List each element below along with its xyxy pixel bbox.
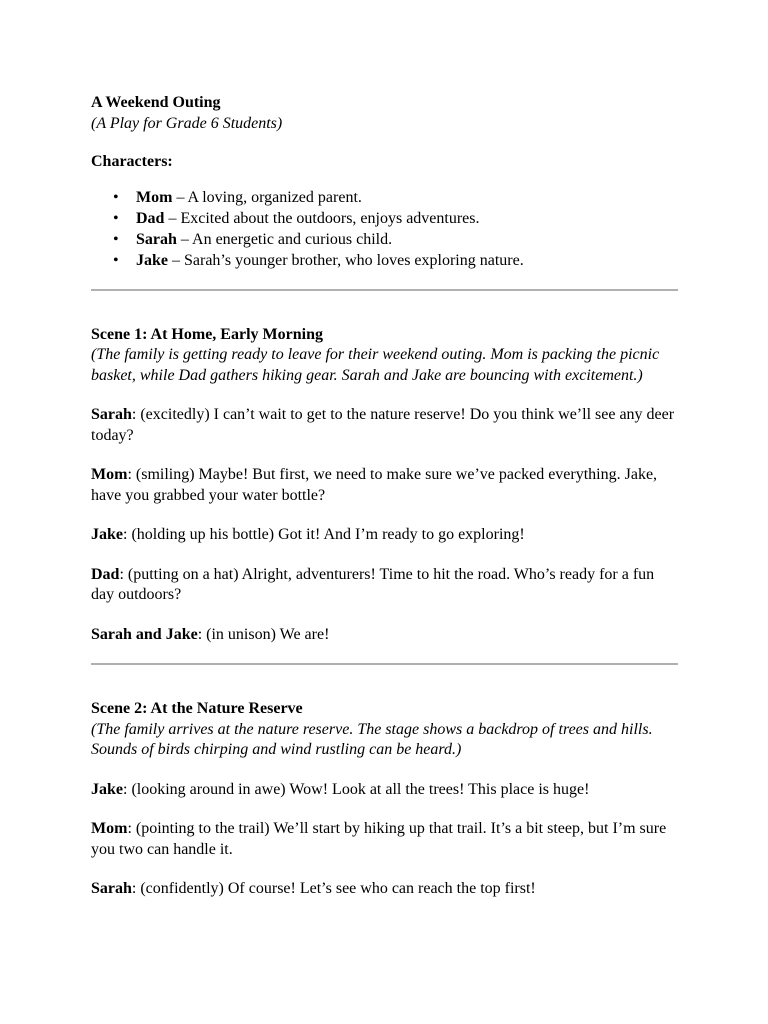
character-desc: – An energetic and curious child. bbox=[176, 230, 393, 248]
section-divider bbox=[91, 289, 678, 291]
dialogue-text: : (smiling) Maybe! But first, we need to make sure we’ve packed everything. Jake, have you grabbed your water bottle? bbox=[91, 466, 658, 504]
character-name: Sarah bbox=[136, 230, 177, 248]
scene-1-direction: (The family is getting ready to leave for their weekend outing. Mom is packing the picnic basket, while Dad gathers hiking gear. Sarah and Jake are bouncing with excitement.) bbox=[91, 346, 660, 384]
character-desc: – A loving, organized parent. bbox=[172, 188, 362, 206]
dialogue-line bbox=[91, 625, 678, 646]
characters-heading: Characters: bbox=[91, 153, 173, 170]
speaker-name: Mom bbox=[91, 820, 128, 837]
speaker-name: Sarah bbox=[91, 880, 132, 897]
dialogue-text: : (excitedly) I can’t wait to get to the nature reserve! Do you think we’ll see any deer today? bbox=[91, 406, 675, 444]
speaker-name: Jake bbox=[91, 780, 123, 798]
dialogue-line bbox=[91, 465, 678, 506]
scene-2-title: Scene 2: At the Nature Reserve bbox=[91, 700, 303, 717]
character-item-mom bbox=[113, 187, 678, 208]
speaker-name: Sarah bbox=[91, 406, 132, 423]
dialogue-text: : (pointing to the trail) We’ll start by hiking up that trail. It’s a bit steep, but I’m sure you two can handle it. bbox=[91, 820, 667, 858]
dialogue-line bbox=[91, 780, 678, 801]
bullet-icon: • bbox=[113, 188, 119, 206]
characters-list bbox=[91, 187, 678, 271]
character-item-dad bbox=[113, 208, 678, 229]
character-name: Dad bbox=[136, 209, 165, 227]
speaker-name: Dad bbox=[91, 565, 120, 583]
speaker-name: Sarah and Jake bbox=[91, 625, 198, 643]
dialogue-line bbox=[91, 405, 678, 446]
dialogue-line bbox=[91, 879, 678, 900]
character-item-sarah bbox=[113, 229, 678, 250]
dialogue-text: : (in unison) We are! bbox=[197, 625, 330, 643]
dialogue-line bbox=[91, 525, 678, 546]
dialogue-text: : (confidently) Of course! Let’s see who can reach the top first! bbox=[131, 880, 536, 897]
speaker-name: Jake bbox=[91, 526, 123, 543]
scene-1-title: Scene 1: At Home, Early Morning bbox=[91, 325, 323, 343]
character-desc: – Excited about the outdoors, enjoys adventures. bbox=[164, 209, 480, 227]
character-name: Mom bbox=[136, 188, 173, 206]
play-title: A Weekend Outing bbox=[91, 94, 221, 111]
dialogue-text: : (holding up his bottle) Got it! And I’m ready to go exploring! bbox=[123, 526, 525, 543]
dialogue-line bbox=[91, 565, 678, 606]
character-desc: – Sarah’s younger brother, who loves exploring nature. bbox=[168, 251, 524, 269]
play-subtitle: (A Play for Grade 6 Students) bbox=[91, 114, 283, 132]
bullet-icon: • bbox=[113, 251, 119, 269]
dialogue-text: : (putting on a hat) Alright, adventurers! Time to hit the road. Who’s ready for a fun day outdoors? bbox=[91, 565, 655, 603]
bullet-icon: • bbox=[113, 209, 119, 227]
dialogue-text: : (looking around in awe) Wow! Look at all the trees! This place is huge! bbox=[123, 780, 590, 798]
character-item-jake bbox=[113, 250, 678, 271]
speaker-name: Mom bbox=[91, 466, 128, 483]
scene-2-direction: (The family arrives at the nature reserve. The stage shows a backdrop of trees and hills. Sounds of birds chirping and wind rustling can be heard.) bbox=[91, 720, 653, 758]
dialogue-line bbox=[91, 819, 678, 860]
bullet-icon: • bbox=[113, 230, 119, 248]
section-divider bbox=[91, 663, 678, 665]
character-name: Jake bbox=[136, 251, 168, 269]
